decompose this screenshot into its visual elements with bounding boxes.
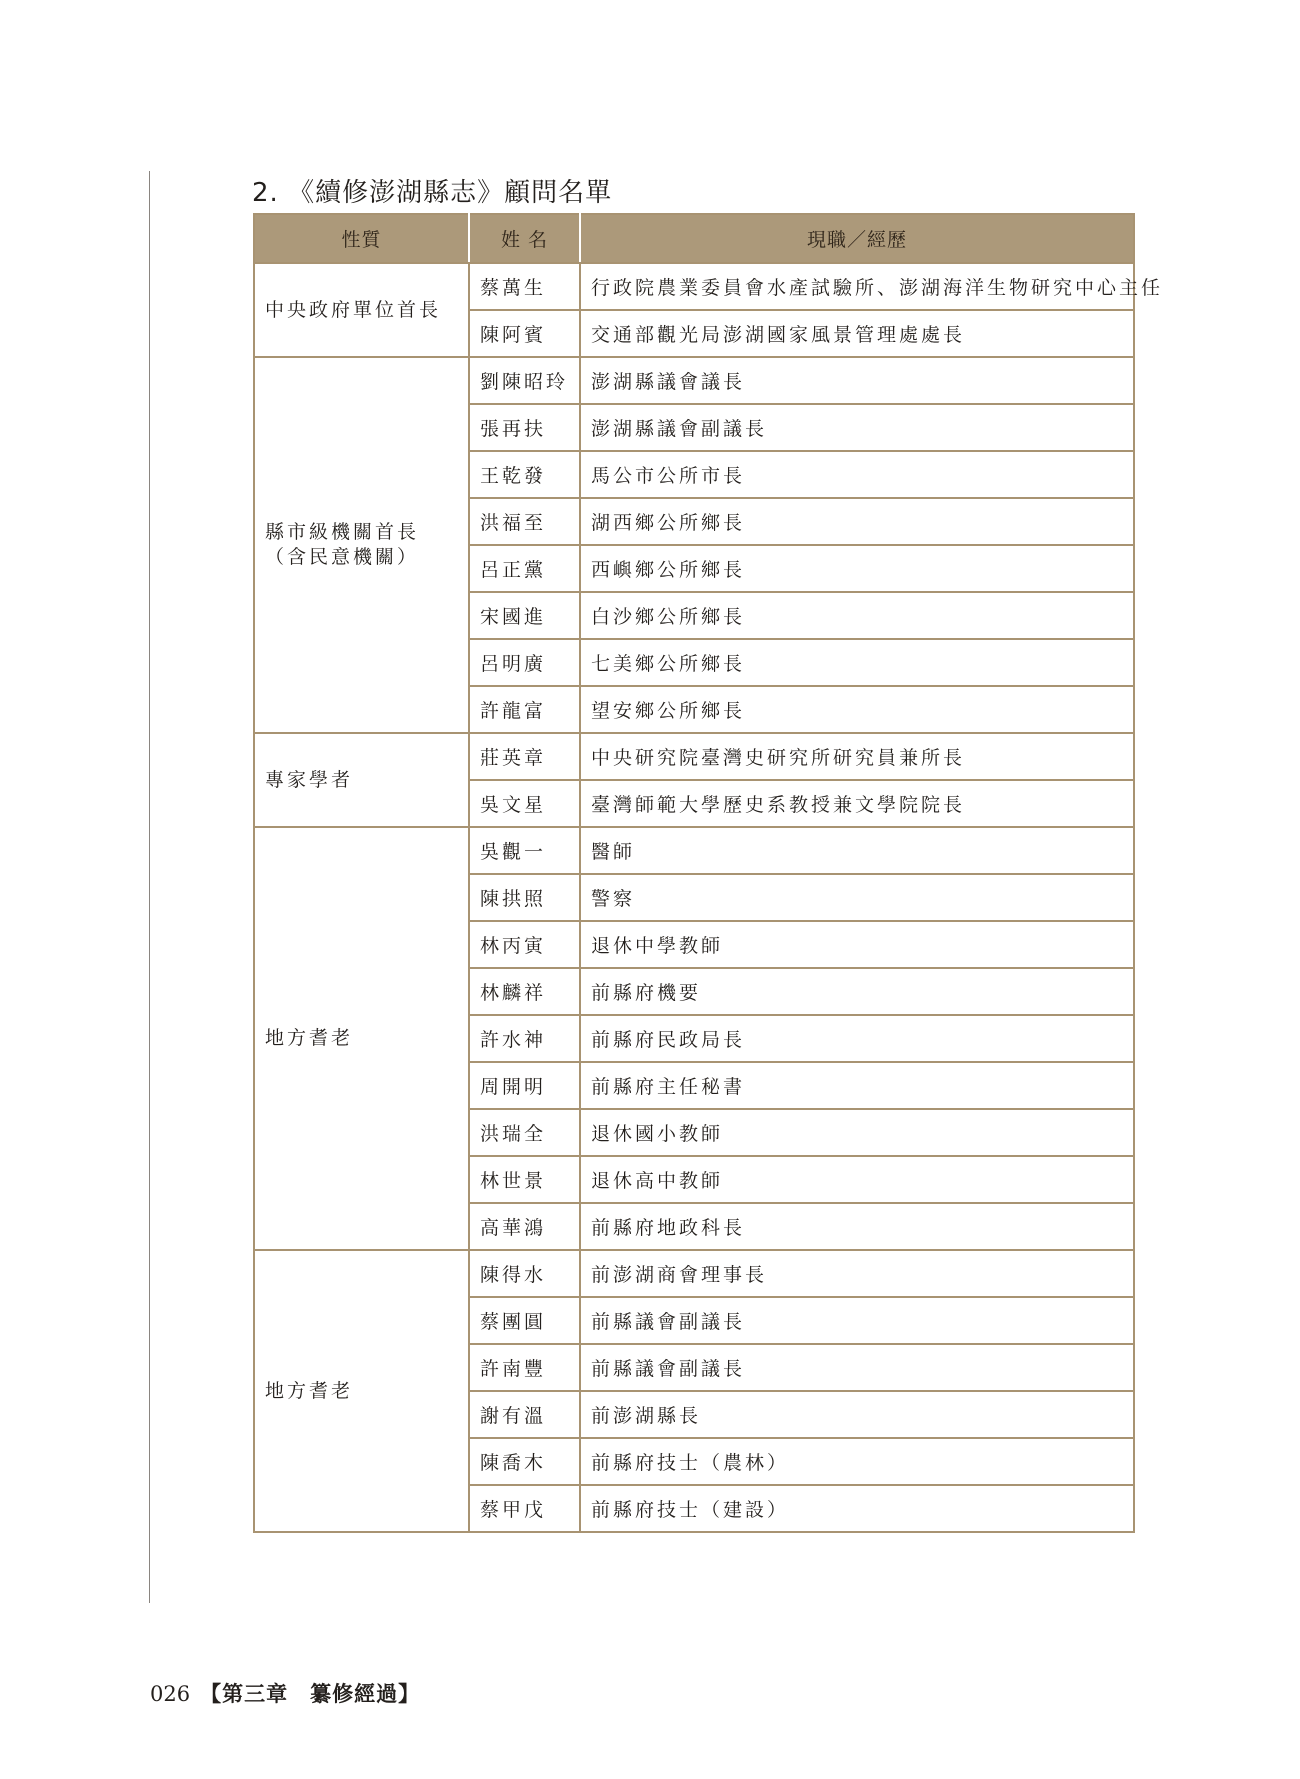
table-body — [254, 263, 1164, 1532]
advisor-role: 白沙鄉公所鄉長 — [580, 592, 1134, 639]
chapter-label: 【第三章 纂修經過】 — [200, 1681, 421, 1706]
category-label: 專家學者 — [265, 768, 354, 791]
advisor-role: 退休高中教師 — [580, 1156, 1134, 1203]
table-row — [254, 357, 1134, 404]
advisor-role: 前縣議會副議長 — [580, 1344, 1134, 1391]
advisor-role: 馬公市公所市長 — [580, 451, 1134, 498]
advisor-role: 醫師 — [580, 827, 1134, 874]
advisor-name: 陳阿賓 — [469, 310, 580, 357]
advisor-role: 前縣府技士（農林） — [580, 1438, 1134, 1485]
margin-rule — [149, 171, 150, 1603]
category-label: 中央政府單位首長 — [265, 298, 442, 321]
page-footer — [150, 1678, 420, 1708]
advisor-name: 高華鴻 — [469, 1203, 580, 1250]
advisor-role: 望安鄉公所鄉長 — [580, 686, 1134, 733]
category-label: 地方耆老 — [265, 1379, 354, 1402]
category-cell — [254, 733, 469, 827]
category-cell — [254, 1250, 469, 1532]
advisor-name: 周開明 — [469, 1062, 580, 1109]
advisor-role: 中央研究院臺灣史研究所研究員兼所長 — [580, 733, 1134, 780]
advisor-role: 臺灣師範大學歷史系教授兼文學院院長 — [580, 780, 1134, 827]
advisor-role: 退休國小教師 — [580, 1109, 1134, 1156]
advisor-name: 林世景 — [469, 1156, 580, 1203]
advisor-name: 蔡萬生 — [469, 263, 580, 310]
advisor-name: 蔡團圓 — [469, 1297, 580, 1344]
advisor-name: 王乾發 — [469, 451, 580, 498]
advisor-name: 吳文星 — [469, 780, 580, 827]
category-cell — [254, 357, 469, 733]
advisor-role: 前澎湖商會理事長 — [580, 1250, 1134, 1297]
table-title: 2. 《續修澎湖縣志》顧問名單 — [252, 178, 613, 208]
advisor-role: 前縣府民政局長 — [580, 1015, 1134, 1062]
page-number: 026 — [150, 1682, 191, 1706]
advisor-role: 前縣府機要 — [580, 968, 1134, 1015]
advisor-role: 行政院農業委員會水產試驗所、澎湖海洋生物研究中心主任 — [580, 263, 1134, 310]
advisor-name: 謝有溫 — [469, 1391, 580, 1438]
advisor-role: 前縣府地政科長 — [580, 1203, 1134, 1250]
advisor-role: 前縣議會副議長 — [580, 1297, 1134, 1344]
table-header-row — [254, 214, 1134, 263]
advisor-role: 澎湖縣議會副議長 — [580, 404, 1134, 451]
advisor-name: 蔡甲戊 — [469, 1485, 580, 1532]
advisor-name: 吳觀一 — [469, 827, 580, 874]
advisor-name: 林麟祥 — [469, 968, 580, 1015]
advisor-name: 洪瑞全 — [469, 1109, 580, 1156]
advisor-name: 呂正黨 — [469, 545, 580, 592]
advisor-name: 宋國進 — [469, 592, 580, 639]
header-role: 現職／經歷 — [580, 214, 1134, 263]
advisor-name: 許龍富 — [469, 686, 580, 733]
advisor-table — [253, 213, 1164, 1533]
advisor-role: 退休中學教師 — [580, 921, 1134, 968]
table-row — [254, 827, 1134, 874]
advisor-role: 前澎湖縣長 — [580, 1391, 1134, 1438]
advisor-name: 陳喬木 — [469, 1438, 580, 1485]
advisor-role: 湖西鄉公所鄉長 — [580, 498, 1134, 545]
category-cell — [254, 827, 469, 1250]
header-category: 性質 — [254, 214, 469, 263]
advisor-role: 七美鄉公所鄉長 — [580, 639, 1134, 686]
advisor-role: 警察 — [580, 874, 1134, 921]
advisor-name: 林丙寅 — [469, 921, 580, 968]
advisor-name: 張再扶 — [469, 404, 580, 451]
advisor-name: 陳得水 — [469, 1250, 580, 1297]
advisor-name: 劉陳昭玲 — [469, 357, 580, 404]
advisor-name: 許南豐 — [469, 1344, 580, 1391]
advisor-name: 莊英章 — [469, 733, 580, 780]
category-label: 地方耆老 — [265, 1027, 354, 1049]
advisor-role: 前縣府主任秘書 — [580, 1062, 1134, 1109]
category-label: 縣市級機關首長 — [265, 521, 420, 543]
advisor-name: 許水神 — [469, 1015, 580, 1062]
table-row — [254, 733, 1134, 780]
table-row — [254, 1250, 1134, 1297]
advisor-role: 前縣府技士（建設） — [580, 1485, 1134, 1532]
category-label: （含民意機關） — [265, 546, 420, 568]
header-name: 姓 名 — [469, 214, 580, 263]
advisor-role: 西嶼鄉公所鄉長 — [580, 545, 1134, 592]
advisor-name: 呂明廣 — [469, 639, 580, 686]
advisor-name: 洪福至 — [469, 498, 580, 545]
table-row — [254, 263, 1134, 310]
advisor-role: 澎湖縣議會議長 — [580, 357, 1134, 404]
advisor-role: 交通部觀光局澎湖國家風景管理處處長 — [580, 310, 1134, 357]
category-cell — [254, 263, 469, 357]
advisor-name: 陳拱照 — [469, 874, 580, 921]
